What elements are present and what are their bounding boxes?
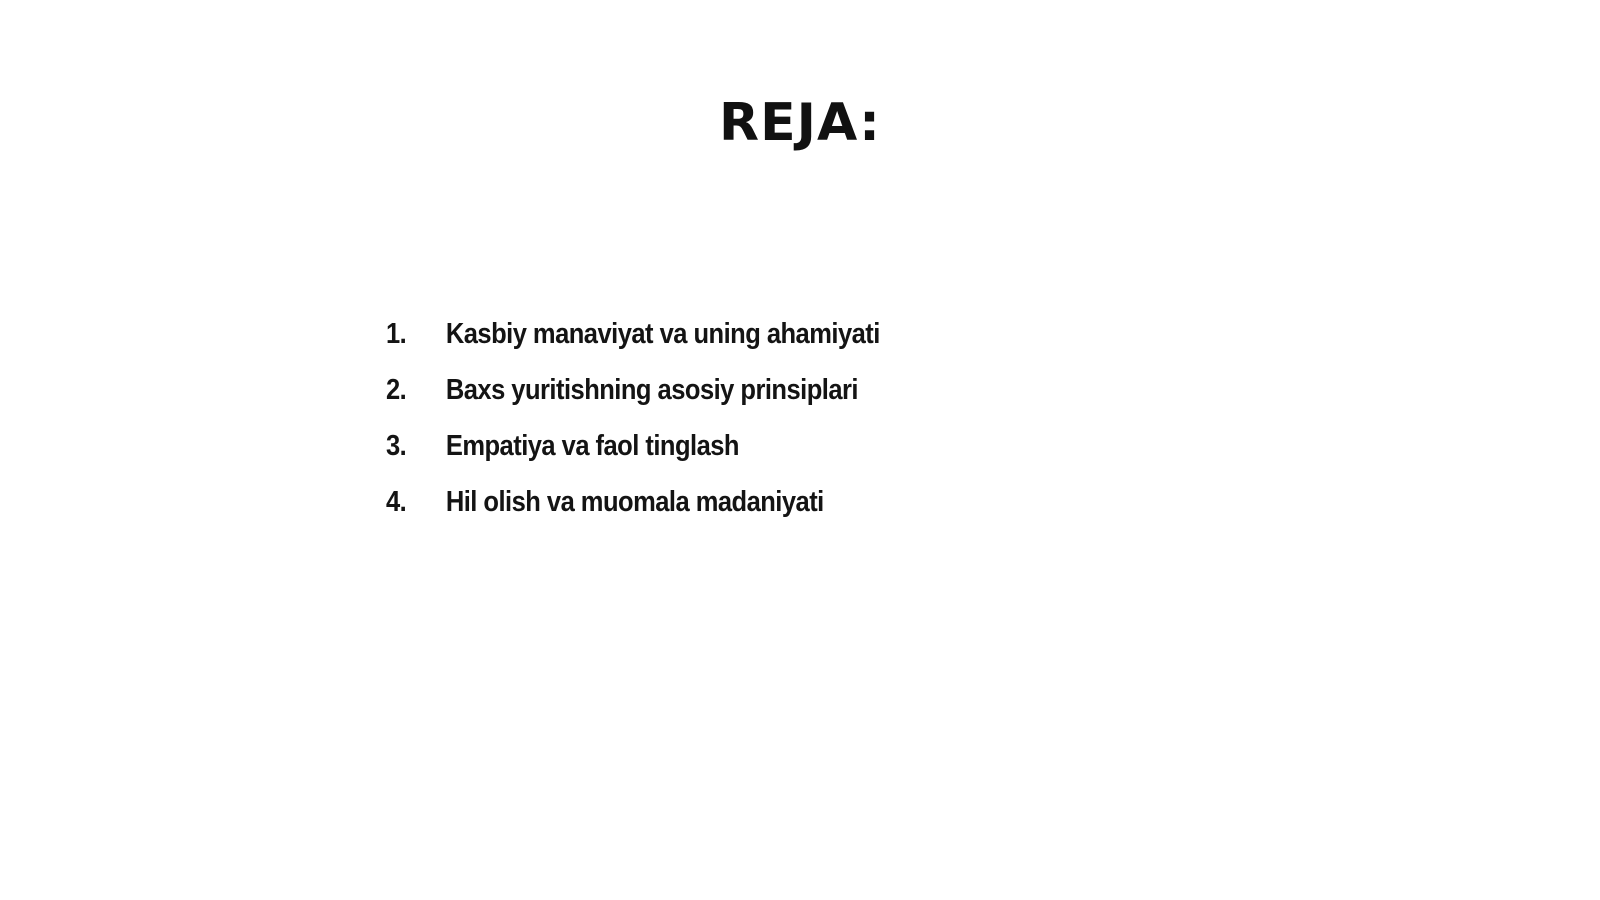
plan-item-1 <box>386 318 880 374</box>
plan-item-text: Hil olish va muomala madaniyati <box>445 486 824 518</box>
plan-item-number: 3. <box>386 430 407 462</box>
plan-item-text: Baxs yuritishning asosiy prinsiplari <box>445 374 858 406</box>
plan-item-number: 2. <box>386 374 407 406</box>
plan-item-text: Kasbiy manaviyat va uning ahamiyati <box>445 318 880 350</box>
plan-item-number: 1. <box>386 318 407 350</box>
plan-item-4 <box>386 486 880 542</box>
plan-list <box>386 318 947 542</box>
plan-item-text: Empatiya va faol tinglash <box>445 430 739 462</box>
slide-title: REJA: <box>719 93 881 153</box>
plan-item-number: 4. <box>386 486 407 518</box>
plan-item-3 <box>386 430 880 486</box>
plan-item-2 <box>386 374 880 430</box>
